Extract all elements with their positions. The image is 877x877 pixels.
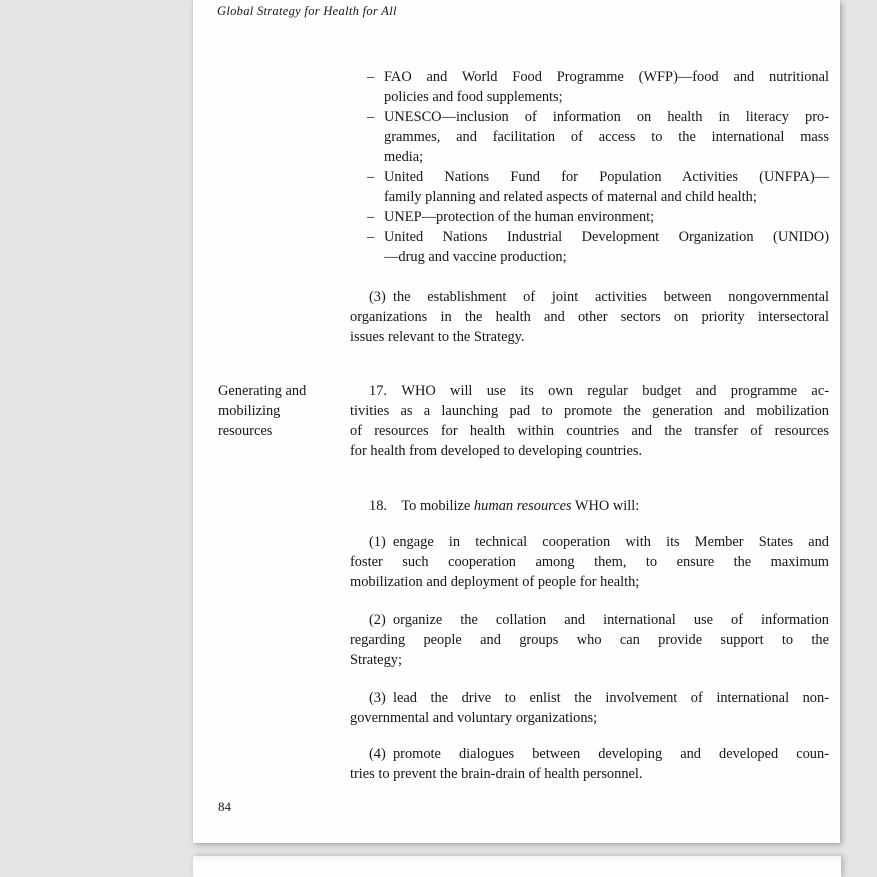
text-line: of resources for health within countries and the transfer of resources [350, 423, 829, 439]
text-line: Strategy; [350, 652, 402, 668]
paragraph-joint-activities [350, 287, 829, 347]
text-line: for health from developed to developing countries. [350, 443, 643, 459]
text-line: 17. WHO will use its own regular budget and programme ac- [369, 383, 829, 399]
text-line: organizations in the health and other sectors on priority intersectoral [350, 309, 829, 325]
paragraph-18-sub2 [350, 610, 829, 670]
dash-bullet: – [367, 169, 375, 185]
dash-bullet: – [367, 229, 375, 245]
page-number: 84 [218, 799, 231, 814]
list-item [350, 107, 829, 167]
text-line: (3) the establishment of joint activities between nongovernmental [369, 289, 829, 305]
paragraph-18-sub1 [350, 532, 829, 592]
text-segment: 18. To mobilize [369, 498, 474, 514]
margin-note [218, 381, 343, 441]
text-line: policies and food supplements; [384, 89, 563, 105]
text-line: United Nations Fund for Population Activities (UNFPA)— [384, 169, 829, 185]
dash-bullet: – [367, 209, 375, 225]
text-segment: WHO will: [571, 498, 640, 514]
italic-phrase: human resources [473, 498, 572, 514]
text-line: regarding people and groups who can provide support to the [350, 632, 829, 648]
dash-bullet: – [367, 109, 375, 125]
list-item [350, 207, 829, 227]
list-item [350, 227, 829, 267]
text-line: governmental and voluntary organizations; [350, 710, 598, 726]
next-page-edge [193, 856, 841, 877]
paragraph-18-sub3 [350, 688, 829, 728]
paragraph-17 [350, 381, 829, 461]
text-line: (4) promote dialogues between developing and developed coun- [369, 746, 829, 762]
text-line: family planning and related aspects of maternal and child health; [384, 189, 757, 205]
text-line: (3) lead the drive to enlist the involvement of international non- [369, 690, 829, 706]
text-line: —drug and vaccine production; [384, 249, 567, 265]
paragraph-18-sub4 [350, 744, 829, 784]
running-header: Global Strategy for Health for All [217, 4, 397, 18]
text-line: tries to prevent the brain-drain of health personnel. [350, 766, 643, 782]
text-line: tivities as a launching pad to promote the generation and mobilization [350, 403, 829, 419]
document-page [193, 0, 840, 843]
list-item [350, 67, 829, 107]
list-item [350, 167, 829, 207]
text-line: (2) organize the collation and international use of information [369, 612, 829, 628]
text-line: (1) engage in technical cooperation with its Member States and [369, 534, 829, 550]
text-line: FAO and World Food Programme (WFP)—food and nutritional [384, 69, 829, 85]
dash-bullet: – [367, 69, 375, 85]
text-line: foster such cooperation among them, to ensure the maximum [350, 554, 829, 570]
text-line: issues relevant to the Strategy. [350, 329, 525, 345]
paragraph-18 [350, 496, 829, 516]
text-line: media; [384, 149, 424, 165]
margin-note-line: Generating and [218, 383, 307, 399]
text-line: UNEP—protection of the human environment; [384, 209, 655, 225]
margin-note-line: resources [218, 423, 273, 439]
text-line: United Nations Industrial Development Organization (UNIDO) [384, 229, 829, 245]
text-line [350, 496, 829, 516]
text-line: UNESCO—inclusion of information on health in literacy pro- [384, 109, 829, 125]
text-line: grammes, and facilitation of access to the international mass [384, 129, 829, 145]
text-line: mobilization and deployment of people for health; [350, 574, 640, 590]
margin-note-line: mobilizing [218, 403, 281, 419]
bullet-list [350, 67, 829, 267]
